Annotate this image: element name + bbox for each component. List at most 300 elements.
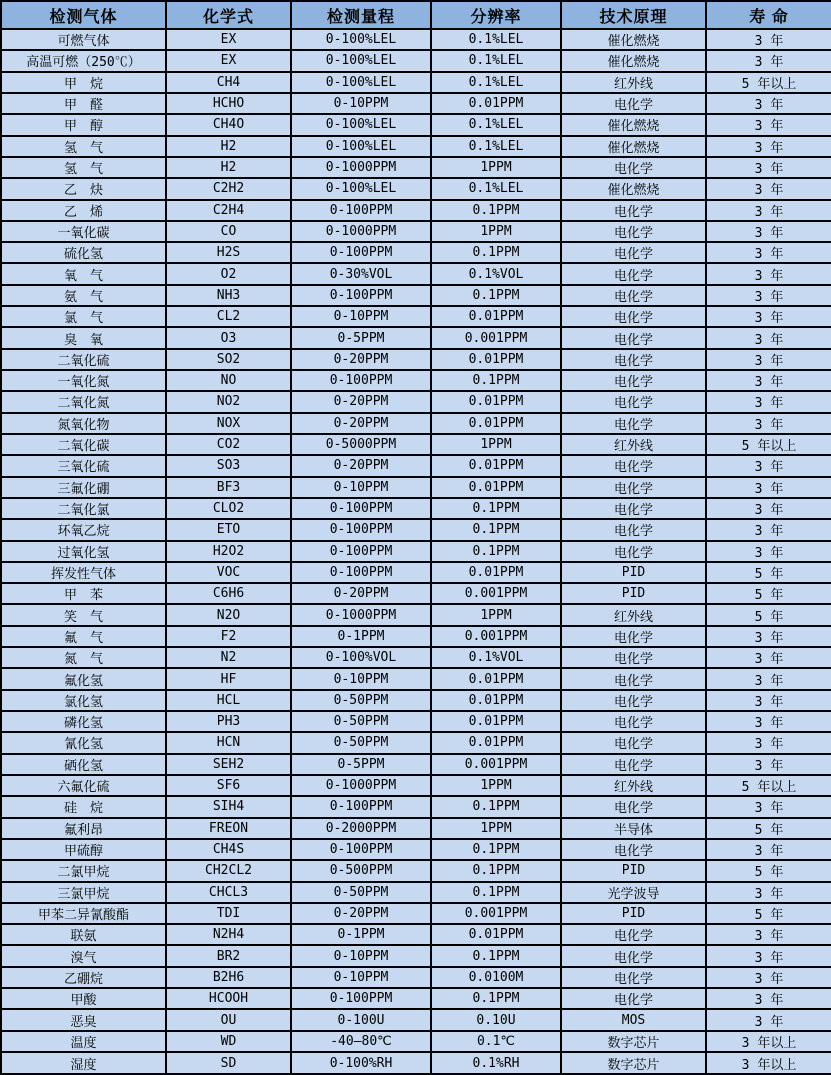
table-cell-principle: 电化学: [561, 711, 706, 732]
table-cell-lifespan: 3 年: [706, 732, 831, 753]
column-header-lifespan: 寿 命: [706, 1, 831, 29]
table-cell-range: 0-50PPM: [291, 732, 431, 753]
table-cell-formula: SO3: [166, 455, 291, 476]
column-header-gas: 检测气体: [1, 1, 166, 29]
table-cell-formula: H2: [166, 136, 291, 157]
table-cell-range: 0-100PPM: [291, 370, 431, 391]
table-cell-principle: 电化学: [561, 690, 706, 711]
table-cell-gas: 氮氧化物: [1, 413, 166, 434]
table-cell-gas: 恶臭: [1, 1009, 166, 1030]
table-cell-formula: C6H6: [166, 583, 291, 604]
table-cell-principle: 电化学: [561, 924, 706, 945]
table-cell-resolution: 1PPM: [431, 157, 561, 178]
table-cell-formula: HCOOH: [166, 988, 291, 1009]
table-cell-resolution: 0.1%LEL: [431, 136, 561, 157]
table-cell-resolution: 0.1%LEL: [431, 178, 561, 199]
table-cell-lifespan: 3 年: [706, 945, 831, 966]
column-header-principle: 技术原理: [561, 1, 706, 29]
table-cell-lifespan: 3 年: [706, 455, 831, 476]
table-cell-range: 0-100PPM: [291, 200, 431, 221]
table-cell-lifespan: 3 年: [706, 370, 831, 391]
table-cell-lifespan: 3 年: [706, 477, 831, 498]
table-cell-resolution: 0.1PPM: [431, 988, 561, 1009]
table-cell-principle: 电化学: [561, 626, 706, 647]
table-cell-formula: SEH2: [166, 754, 291, 775]
table-cell-range: 0-100PPM: [291, 242, 431, 263]
table-cell-gas: 甲硫醇: [1, 839, 166, 860]
table-cell-principle: 电化学: [561, 647, 706, 668]
table-cell-formula: CH4: [166, 72, 291, 93]
table-cell-lifespan: 3 年: [706, 178, 831, 199]
table-cell-formula: CO2: [166, 434, 291, 455]
table-cell-gas: 硅 烷: [1, 796, 166, 817]
table-cell-range: 0-20PPM: [291, 349, 431, 370]
table-cell-range: 0-1000PPM: [291, 157, 431, 178]
table-row: [1, 50, 831, 71]
table-cell-range: 0-50PPM: [291, 711, 431, 732]
table-row: [1, 413, 831, 434]
table-cell-range: 0-20PPM: [291, 583, 431, 604]
table-cell-range: 0-10PPM: [291, 967, 431, 988]
table-cell-resolution: 0.01PPM: [431, 711, 561, 732]
column-header-resolution: 分辨率: [431, 1, 561, 29]
table-cell-resolution: 0.01PPM: [431, 924, 561, 945]
table-row: [1, 327, 831, 348]
table-cell-principle: 电化学: [561, 370, 706, 391]
table-row: [1, 349, 831, 370]
table-cell-resolution: 0.1PPM: [431, 285, 561, 306]
table-cell-principle: 电化学: [561, 967, 706, 988]
table-row: [1, 263, 831, 284]
table-cell-formula: ETO: [166, 519, 291, 540]
table-cell-range: 0-20PPM: [291, 413, 431, 434]
table-cell-resolution: 0.1PPM: [431, 839, 561, 860]
table-cell-range: 0-100PPM: [291, 498, 431, 519]
table-cell-principle: 电化学: [561, 391, 706, 412]
table-cell-range: 0-100%LEL: [291, 136, 431, 157]
table-row: [1, 967, 831, 988]
table-cell-resolution: 0.001PPM: [431, 903, 561, 924]
table-row: [1, 988, 831, 1009]
table-cell-formula: NH3: [166, 285, 291, 306]
table-cell-lifespan: 3 年: [706, 285, 831, 306]
table-cell-resolution: 1PPM: [431, 775, 561, 796]
table-cell-formula: CL2: [166, 306, 291, 327]
table-cell-formula: WD: [166, 1031, 291, 1052]
table-row: [1, 136, 831, 157]
table-cell-formula: BR2: [166, 945, 291, 966]
table-row: [1, 732, 831, 753]
table-cell-range: 0-100%VOL: [291, 647, 431, 668]
table-cell-resolution: 0.1%LEL: [431, 50, 561, 71]
table-cell-range: 0-5PPM: [291, 327, 431, 348]
table-cell-lifespan: 3 年: [706, 157, 831, 178]
table-cell-formula: VOC: [166, 562, 291, 583]
table-cell-range: 0-5PPM: [291, 754, 431, 775]
table-cell-principle: 光学波导: [561, 882, 706, 903]
table-cell-gas: 氟化氢: [1, 668, 166, 689]
table-cell-principle: 数字芯片: [561, 1052, 706, 1074]
table-cell-formula: PH3: [166, 711, 291, 732]
table-cell-lifespan: 3 年: [706, 1009, 831, 1030]
table-cell-principle: 红外线: [561, 604, 706, 625]
table-cell-lifespan: 5 年以上: [706, 775, 831, 796]
column-header-range: 检测量程: [291, 1, 431, 29]
table-cell-range: 0-100%LEL: [291, 114, 431, 135]
table-cell-formula: H2O2: [166, 541, 291, 562]
table-cell-formula: NO2: [166, 391, 291, 412]
table-row: [1, 178, 831, 199]
table-row: [1, 29, 831, 50]
table-row: [1, 242, 831, 263]
table-cell-principle: 电化学: [561, 477, 706, 498]
table-cell-lifespan: 3 年: [706, 988, 831, 1009]
table-cell-resolution: 0.10U: [431, 1009, 561, 1030]
table-cell-range: 0-10PPM: [291, 945, 431, 966]
table-row: [1, 285, 831, 306]
table-cell-gas: 二氧化氮: [1, 391, 166, 412]
table-cell-principle: 红外线: [561, 72, 706, 93]
table-cell-range: 0-5000PPM: [291, 434, 431, 455]
table-cell-lifespan: 3 年: [706, 967, 831, 988]
table-cell-principle: 数字芯片: [561, 1031, 706, 1052]
table-cell-principle: 电化学: [561, 349, 706, 370]
table-cell-formula: H2S: [166, 242, 291, 263]
table-body: [1, 29, 831, 1074]
table-cell-principle: 半导体: [561, 818, 706, 839]
table-cell-resolution: 0.01PPM: [431, 306, 561, 327]
table-cell-principle: PID: [561, 562, 706, 583]
table-cell-gas: 甲酸: [1, 988, 166, 1009]
table-cell-resolution: 0.01PPM: [431, 413, 561, 434]
table-cell-principle: PID: [561, 860, 706, 881]
table-cell-resolution: 0.001PPM: [431, 583, 561, 604]
table-cell-resolution: 0.0100M: [431, 967, 561, 988]
table-cell-formula: HCHO: [166, 93, 291, 114]
table-cell-lifespan: 3 年: [706, 519, 831, 540]
table-cell-range: 0-10PPM: [291, 306, 431, 327]
table-cell-lifespan: 3 年: [706, 796, 831, 817]
table-cell-resolution: 0.1PPM: [431, 498, 561, 519]
table-cell-lifespan: 3 年: [706, 136, 831, 157]
table-cell-lifespan: 3 年以上: [706, 1031, 831, 1052]
table-cell-principle: 电化学: [561, 306, 706, 327]
table-cell-principle: 电化学: [561, 413, 706, 434]
table-cell-resolution: 0.1PPM: [431, 882, 561, 903]
table-cell-gas: 臭 氧: [1, 327, 166, 348]
table-cell-range: 0-2000PPM: [291, 818, 431, 839]
table-row: [1, 200, 831, 221]
table-row: [1, 711, 831, 732]
table-cell-lifespan: 3 年: [706, 29, 831, 50]
table-row: [1, 541, 831, 562]
table-cell-formula: CH4S: [166, 839, 291, 860]
table-cell-range: 0-10PPM: [291, 93, 431, 114]
table-cell-principle: 红外线: [561, 775, 706, 796]
table-cell-lifespan: 3 年: [706, 349, 831, 370]
table-cell-resolution: 0.1PPM: [431, 796, 561, 817]
table-cell-range: 0-100%RH: [291, 1052, 431, 1074]
table-row: [1, 690, 831, 711]
table-cell-gas: 可燃气体: [1, 29, 166, 50]
table-cell-range: 0-20PPM: [291, 455, 431, 476]
table-cell-gas: 温度: [1, 1031, 166, 1052]
table-cell-gas: 甲 苯: [1, 583, 166, 604]
table-cell-range: 0-100%LEL: [291, 72, 431, 93]
table-cell-formula: C2H2: [166, 178, 291, 199]
table-cell-formula: B2H6: [166, 967, 291, 988]
table-cell-gas: 氢 气: [1, 136, 166, 157]
table-cell-resolution: 0.1%LEL: [431, 72, 561, 93]
table-cell-resolution: 0.01PPM: [431, 391, 561, 412]
table-header: [1, 1, 831, 29]
table-cell-resolution: 0.1PPM: [431, 370, 561, 391]
table-cell-gas: 氧 气: [1, 263, 166, 284]
table-cell-formula: N2O: [166, 604, 291, 625]
table-cell-resolution: 0.01PPM: [431, 477, 561, 498]
table-cell-lifespan: 5 年: [706, 583, 831, 604]
table-row: [1, 498, 831, 519]
table-cell-formula: O3: [166, 327, 291, 348]
table-cell-lifespan: 3 年: [706, 711, 831, 732]
table-cell-gas: 甲 醛: [1, 93, 166, 114]
table-cell-formula: HCN: [166, 732, 291, 753]
table-cell-resolution: 0.01PPM: [431, 668, 561, 689]
table-cell-gas: 乙 烯: [1, 200, 166, 221]
table-cell-resolution: 0.1PPM: [431, 860, 561, 881]
table-row: [1, 114, 831, 135]
table-cell-range: 0-1000PPM: [291, 775, 431, 796]
table-row: [1, 157, 831, 178]
table-cell-lifespan: 3 年: [706, 626, 831, 647]
table-cell-principle: 电化学: [561, 455, 706, 476]
table-cell-range: 0-100PPM: [291, 519, 431, 540]
table-cell-range: 0-100%LEL: [291, 50, 431, 71]
table-cell-gas: 氯 气: [1, 306, 166, 327]
table-cell-formula: HCL: [166, 690, 291, 711]
table-cell-lifespan: 3 年: [706, 242, 831, 263]
table-cell-principle: 催化燃烧: [561, 178, 706, 199]
table-row: [1, 860, 831, 881]
table-cell-formula: CO: [166, 221, 291, 242]
table-cell-gas: 环氧乙烷: [1, 519, 166, 540]
table-cell-lifespan: 5 年: [706, 604, 831, 625]
table-cell-lifespan: 3 年: [706, 839, 831, 860]
table-cell-lifespan: 3 年: [706, 114, 831, 135]
table-row: [1, 818, 831, 839]
table-cell-lifespan: 3 年: [706, 263, 831, 284]
table-row: [1, 945, 831, 966]
table-cell-principle: 红外线: [561, 434, 706, 455]
table-cell-range: 0-1000PPM: [291, 604, 431, 625]
table-cell-formula: CHCL3: [166, 882, 291, 903]
table-cell-formula: SD: [166, 1052, 291, 1074]
table-cell-gas: 氢 气: [1, 157, 166, 178]
table-cell-lifespan: 3 年: [706, 391, 831, 412]
table-cell-gas: 氰化氢: [1, 732, 166, 753]
table-cell-gas: 一氧化氮: [1, 370, 166, 391]
table-cell-range: 0-100%LEL: [291, 178, 431, 199]
table-row: [1, 775, 831, 796]
table-cell-lifespan: 3 年: [706, 924, 831, 945]
table-cell-range: 0-500PPM: [291, 860, 431, 881]
table-cell-gas: 高温可燃（250℃）: [1, 50, 166, 71]
table-cell-range: 0-50PPM: [291, 882, 431, 903]
table-cell-range: 0-100PPM: [291, 988, 431, 1009]
table-cell-principle: 催化燃烧: [561, 50, 706, 71]
table-cell-formula: SF6: [166, 775, 291, 796]
table-cell-resolution: 0.1PPM: [431, 945, 561, 966]
table-cell-lifespan: 5 年: [706, 860, 831, 881]
table-row: [1, 647, 831, 668]
table-row: [1, 924, 831, 945]
table-cell-gas: 二氧化硫: [1, 349, 166, 370]
table-cell-formula: F2: [166, 626, 291, 647]
table-cell-resolution: 0.1℃: [431, 1031, 561, 1052]
table-row: [1, 604, 831, 625]
table-cell-gas: 三氯甲烷: [1, 882, 166, 903]
table-cell-range: 0-1PPM: [291, 626, 431, 647]
table-cell-principle: 催化燃烧: [561, 29, 706, 50]
table-cell-resolution: 0.1%VOL: [431, 263, 561, 284]
table-cell-principle: PID: [561, 903, 706, 924]
table-cell-range: 0-30%VOL: [291, 263, 431, 284]
table-cell-lifespan: 3 年: [706, 221, 831, 242]
table-cell-formula: CH2CL2: [166, 860, 291, 881]
table-cell-formula: EX: [166, 29, 291, 50]
table-cell-principle: 电化学: [561, 541, 706, 562]
table-cell-resolution: 0.01PPM: [431, 690, 561, 711]
table-row: [1, 306, 831, 327]
table-row: [1, 434, 831, 455]
table-row: [1, 391, 831, 412]
table-cell-resolution: 0.1PPM: [431, 541, 561, 562]
table-cell-range: 0-100PPM: [291, 285, 431, 306]
table-cell-range: -40—80℃: [291, 1031, 431, 1052]
table-cell-resolution: 0.1%VOL: [431, 647, 561, 668]
table-cell-formula: CH4O: [166, 114, 291, 135]
table-cell-principle: 电化学: [561, 263, 706, 284]
table-cell-gas: 甲 醇: [1, 114, 166, 135]
table-cell-lifespan: 3 年: [706, 93, 831, 114]
table-cell-formula: SO2: [166, 349, 291, 370]
table-cell-resolution: 0.1%LEL: [431, 29, 561, 50]
table-row: [1, 455, 831, 476]
table-cell-gas: 乙 炔: [1, 178, 166, 199]
table-cell-principle: 电化学: [561, 221, 706, 242]
table-cell-formula: N2: [166, 647, 291, 668]
table-cell-principle: 电化学: [561, 242, 706, 263]
table-cell-lifespan: 3 年: [706, 413, 831, 434]
table-cell-resolution: 0.01PPM: [431, 732, 561, 753]
table-cell-formula: HF: [166, 668, 291, 689]
table-row: [1, 626, 831, 647]
header-row: [1, 1, 831, 29]
table-cell-formula: NO: [166, 370, 291, 391]
table-cell-principle: 电化学: [561, 754, 706, 775]
table-cell-formula: EX: [166, 50, 291, 71]
table-cell-gas: 甲 烷: [1, 72, 166, 93]
table-cell-gas: 硒化氢: [1, 754, 166, 775]
table-cell-range: 0-50PPM: [291, 690, 431, 711]
table-cell-lifespan: 3 年: [706, 498, 831, 519]
table-cell-gas: 三氧化硫: [1, 455, 166, 476]
table-cell-formula: O2: [166, 263, 291, 284]
table-cell-formula: OU: [166, 1009, 291, 1030]
table-cell-range: 0-20PPM: [291, 903, 431, 924]
table-cell-formula: CLO2: [166, 498, 291, 519]
table-cell-gas: 氮 气: [1, 647, 166, 668]
table-row: [1, 370, 831, 391]
table-cell-lifespan: 3 年: [706, 327, 831, 348]
table-cell-formula: N2H4: [166, 924, 291, 945]
table-cell-gas: 二氯甲烷: [1, 860, 166, 881]
table-cell-gas: 联氨: [1, 924, 166, 945]
table-cell-gas: 笑 气: [1, 604, 166, 625]
table-cell-lifespan: 3 年: [706, 754, 831, 775]
table-cell-range: 0-100PPM: [291, 839, 431, 860]
table-cell-gas: 挥发性气体: [1, 562, 166, 583]
table-cell-gas: 乙硼烷: [1, 967, 166, 988]
table-row: [1, 1009, 831, 1030]
table-cell-gas: 氟 气: [1, 626, 166, 647]
table-cell-principle: 电化学: [561, 285, 706, 306]
table-row: [1, 562, 831, 583]
table-cell-lifespan: 3 年: [706, 882, 831, 903]
table-cell-lifespan: 3 年以上: [706, 1052, 831, 1074]
table-cell-range: 0-100PPM: [291, 562, 431, 583]
table-cell-gas: 三氟化硼: [1, 477, 166, 498]
table-cell-gas: 磷化氢: [1, 711, 166, 732]
table-cell-principle: MOS: [561, 1009, 706, 1030]
table-row: [1, 796, 831, 817]
table-row: [1, 1031, 831, 1052]
table-cell-range: 0-1PPM: [291, 924, 431, 945]
table-cell-principle: 电化学: [561, 796, 706, 817]
table-cell-formula: H2: [166, 157, 291, 178]
table-cell-gas: 氟利昂: [1, 818, 166, 839]
table-cell-formula: C2H4: [166, 200, 291, 221]
table-cell-principle: 电化学: [561, 945, 706, 966]
table-row: [1, 754, 831, 775]
table-cell-principle: 电化学: [561, 519, 706, 540]
table-cell-resolution: 0.01PPM: [431, 93, 561, 114]
table-cell-principle: 电化学: [561, 988, 706, 1009]
table-cell-principle: PID: [561, 583, 706, 604]
table-row: [1, 583, 831, 604]
table-cell-lifespan: 3 年: [706, 50, 831, 71]
table-row: [1, 839, 831, 860]
table-cell-range: 0-100PPM: [291, 796, 431, 817]
table-cell-range: 0-10PPM: [291, 668, 431, 689]
table-cell-formula: TDI: [166, 903, 291, 924]
table-row: [1, 903, 831, 924]
table-cell-gas: 二氧化碳: [1, 434, 166, 455]
table-cell-lifespan: 5 年以上: [706, 434, 831, 455]
table-cell-lifespan: 3 年: [706, 306, 831, 327]
table-cell-principle: 电化学: [561, 93, 706, 114]
table-cell-gas: 氯化氢: [1, 690, 166, 711]
table-cell-formula: FREON: [166, 818, 291, 839]
table-cell-range: 0-100%LEL: [291, 29, 431, 50]
table-cell-principle: 电化学: [561, 157, 706, 178]
table-cell-principle: 电化学: [561, 498, 706, 519]
table-cell-resolution: 0.001PPM: [431, 626, 561, 647]
table-cell-formula: NOX: [166, 413, 291, 434]
table-cell-range: 0-100U: [291, 1009, 431, 1030]
table-cell-lifespan: 5 年: [706, 818, 831, 839]
table-row: [1, 477, 831, 498]
